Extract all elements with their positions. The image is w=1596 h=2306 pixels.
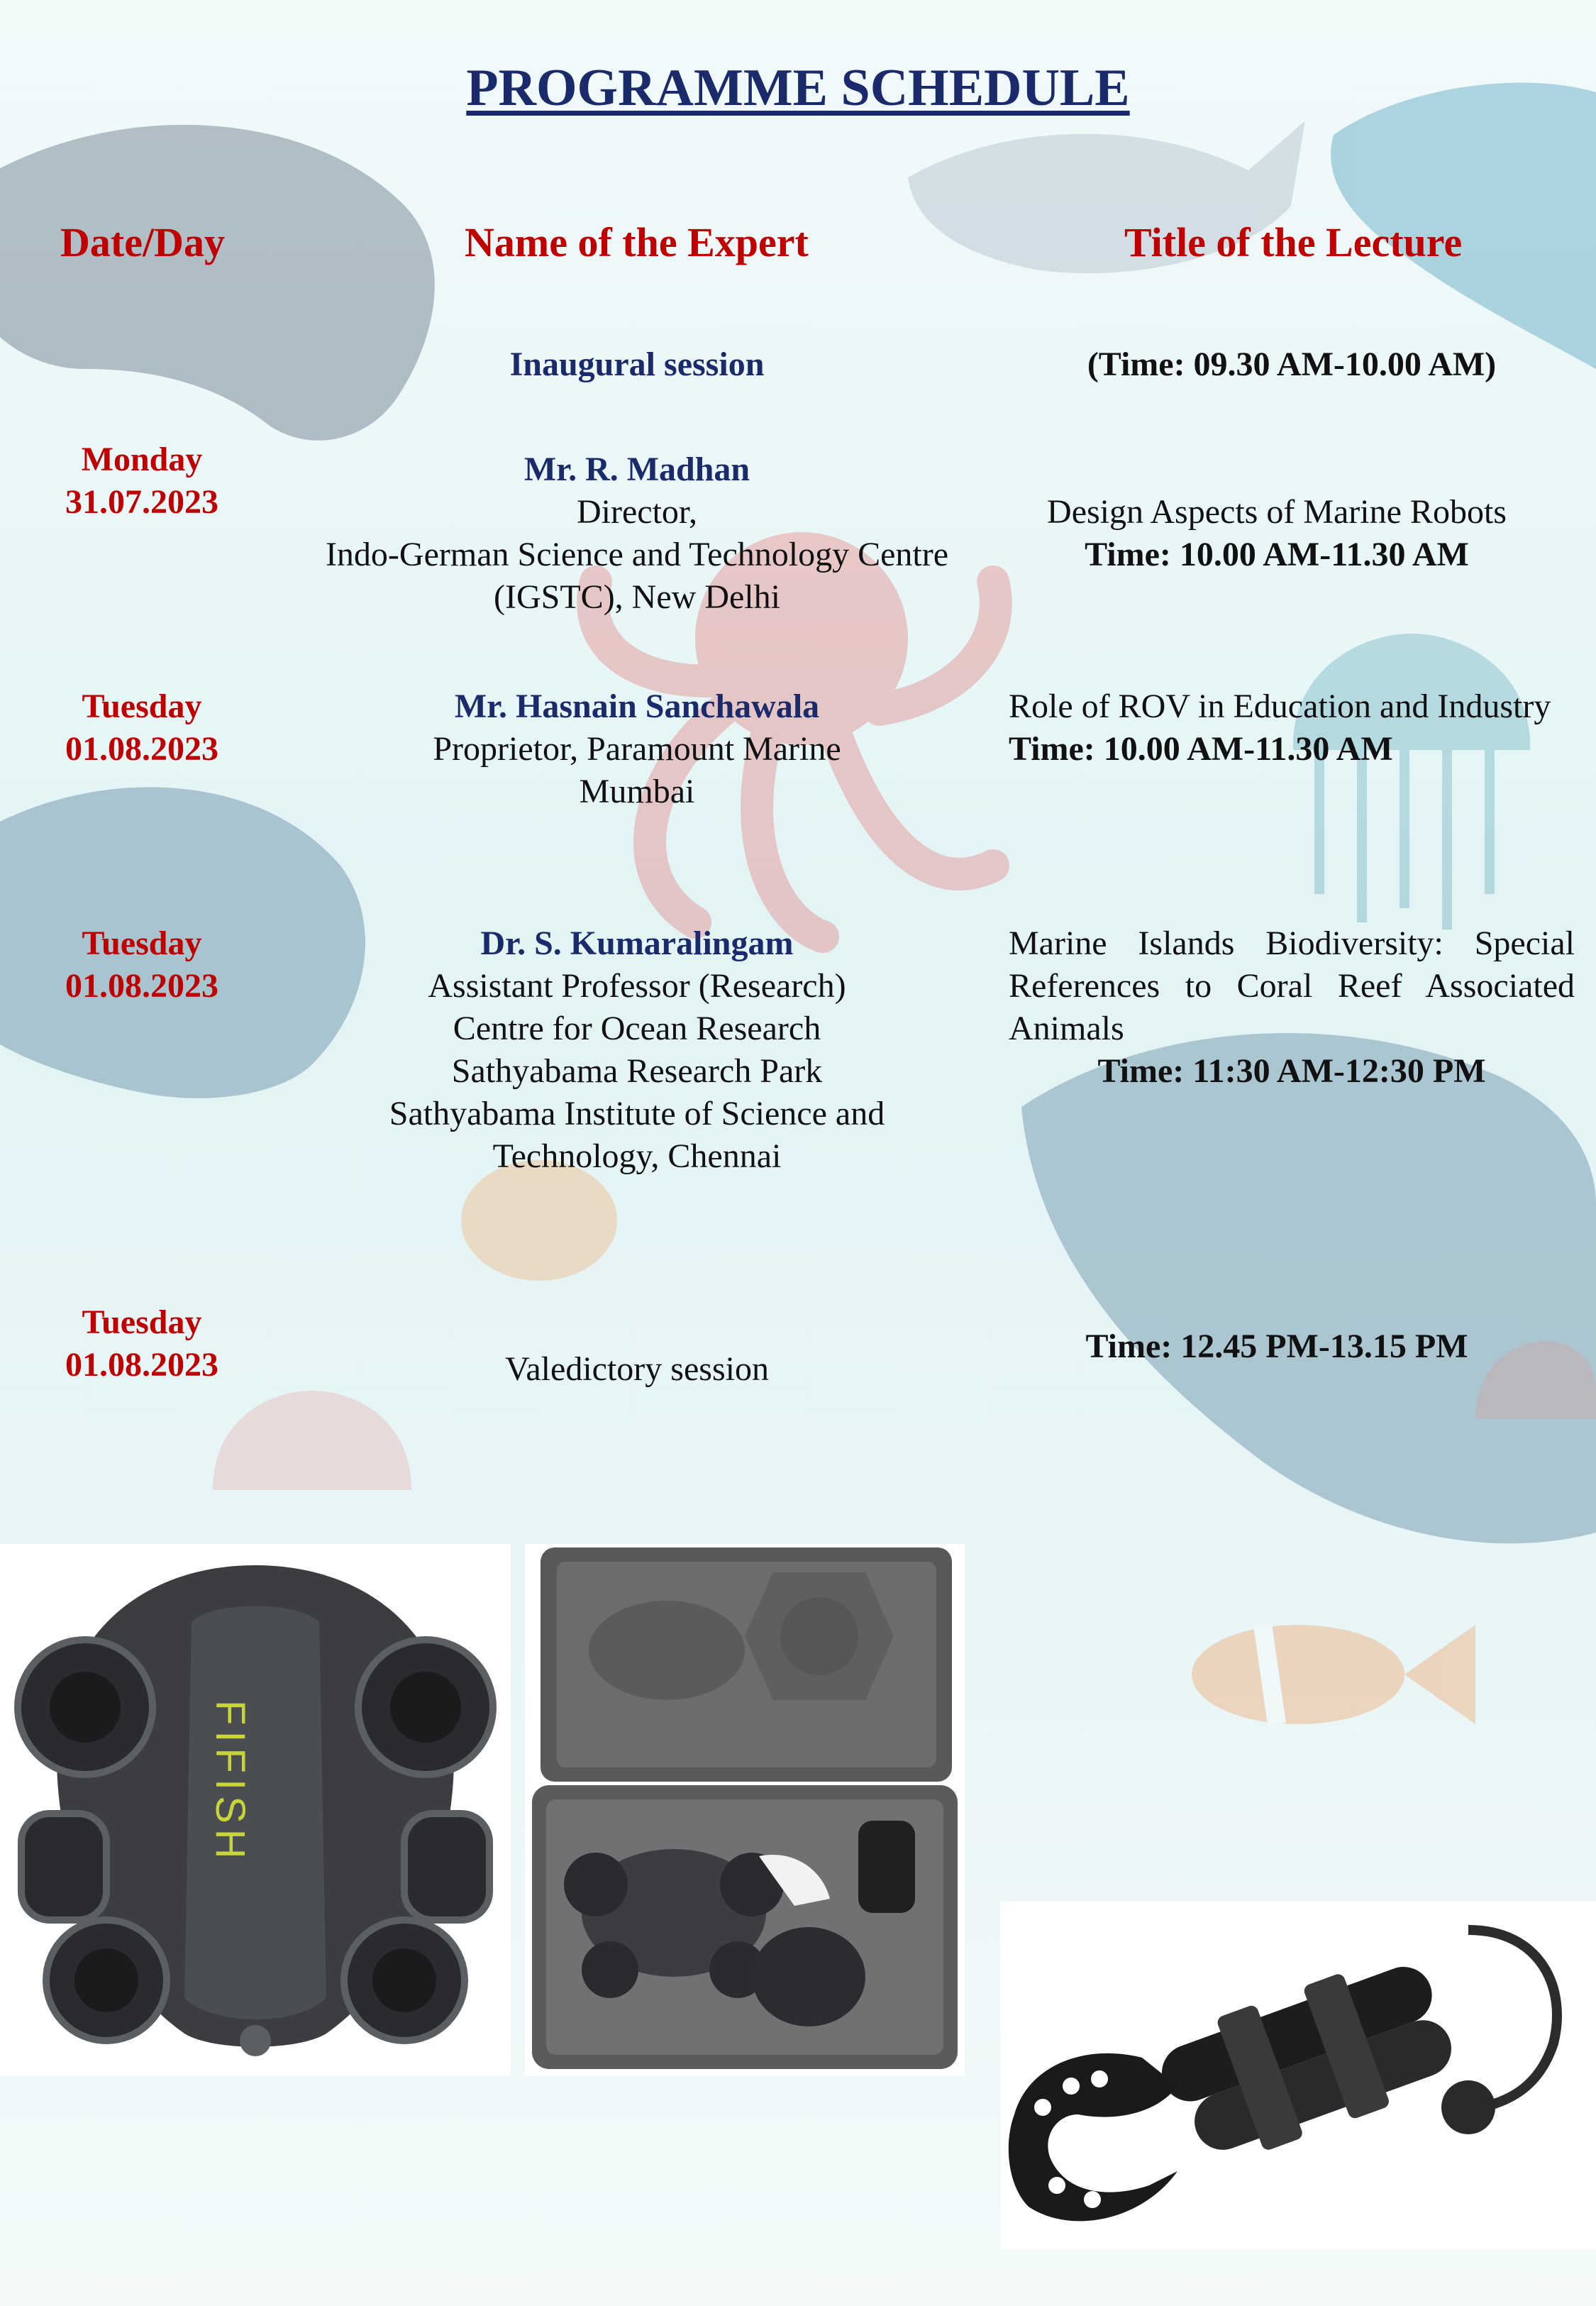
row3-expert-line: Sathyabama Institute of Science and (389, 1095, 885, 1132)
header-lecture: Title of the Lecture (1124, 219, 1463, 265)
row1-expert-line: (IGSTC), New Delhi (494, 578, 780, 616)
row2-date-value: 01.08.2023 (65, 730, 218, 768)
row2-lecture (1009, 685, 1575, 771)
row4-day: Tuesday (82, 1303, 202, 1341)
row1-lecture (993, 491, 1561, 576)
row3-expert-line: Centre for Ocean Research (453, 1010, 821, 1047)
row4-date (21, 1301, 262, 1386)
row3-expert-line: Technology, Chennai (492, 1137, 782, 1175)
header-date: Date/Day (60, 219, 225, 265)
drone-carry-case-photo (525, 1544, 965, 2076)
row1-expert-line: Director, (577, 493, 697, 531)
inaugural-label: Inaugural session (509, 346, 765, 383)
row3-expert-line: Assistant Professor (Research) (428, 967, 846, 1005)
page-title: PROGRAMME SCHEDULE (466, 59, 1130, 117)
row2-date (21, 685, 262, 771)
robotic-gripper-photo (1000, 1902, 1596, 2249)
row1-lecture-title: Design Aspects of Marine Robots (1047, 493, 1507, 531)
row3-lecture (1009, 922, 1575, 1093)
underwater-drone-photo (0, 1544, 511, 2076)
row2-expert-line: Proprietor, Paramount Marine (433, 730, 841, 768)
row4-expert-name: Valedictory session (505, 1350, 769, 1388)
header-expert: Name of the Expert (465, 219, 809, 265)
row3-date-value: 01.08.2023 (65, 967, 218, 1005)
row2-lecture-time: Time: 10.00 AM-11.30 AM (1009, 730, 1393, 768)
row2-expert-line: Mumbai (579, 773, 695, 810)
row1-lecture-time: Time: 10.00 AM-11.30 AM (1085, 536, 1469, 573)
row1-date (21, 438, 262, 524)
row1-day: Monday (81, 441, 203, 478)
row2-day: Tuesday (82, 688, 202, 725)
row2-expert-name: Mr. Hasnain Sanchawala (454, 688, 820, 725)
row4-lecture-time: Time: 12.45 PM-13.15 PM (1085, 1328, 1468, 1365)
row2-lecture-title: Role of ROV in Education and Industry (1009, 688, 1551, 725)
row3-expert-name: Dr. S. Kumaralingam (480, 925, 794, 962)
row4-date-value: 01.08.2023 (65, 1346, 218, 1384)
drone-brand-label: FIFISH (207, 1700, 253, 1865)
row1-expert (318, 448, 956, 619)
row3-expert (318, 922, 956, 1178)
row1-expert-name: Mr. R. Madhan (523, 451, 750, 488)
row1-expert-line: Indo-German Science and Technology Centre (325, 536, 949, 573)
row3-date (21, 922, 262, 1008)
row3-lecture-time: Time: 11:30 AM-12:30 PM (1097, 1052, 1486, 1090)
row2-expert (318, 685, 956, 813)
row3-day: Tuesday (82, 925, 202, 962)
row1-date-value: 31.07.2023 (65, 483, 218, 521)
row3-lecture-title: Marine Islands Biodiversity: Special References to Coral Reef Associated Animals (1009, 925, 1575, 1047)
inaugural-time: (Time: 09.30 AM-10.00 AM) (1087, 346, 1497, 383)
row3-expert-line: Sathyabama Research Park (451, 1052, 823, 1090)
